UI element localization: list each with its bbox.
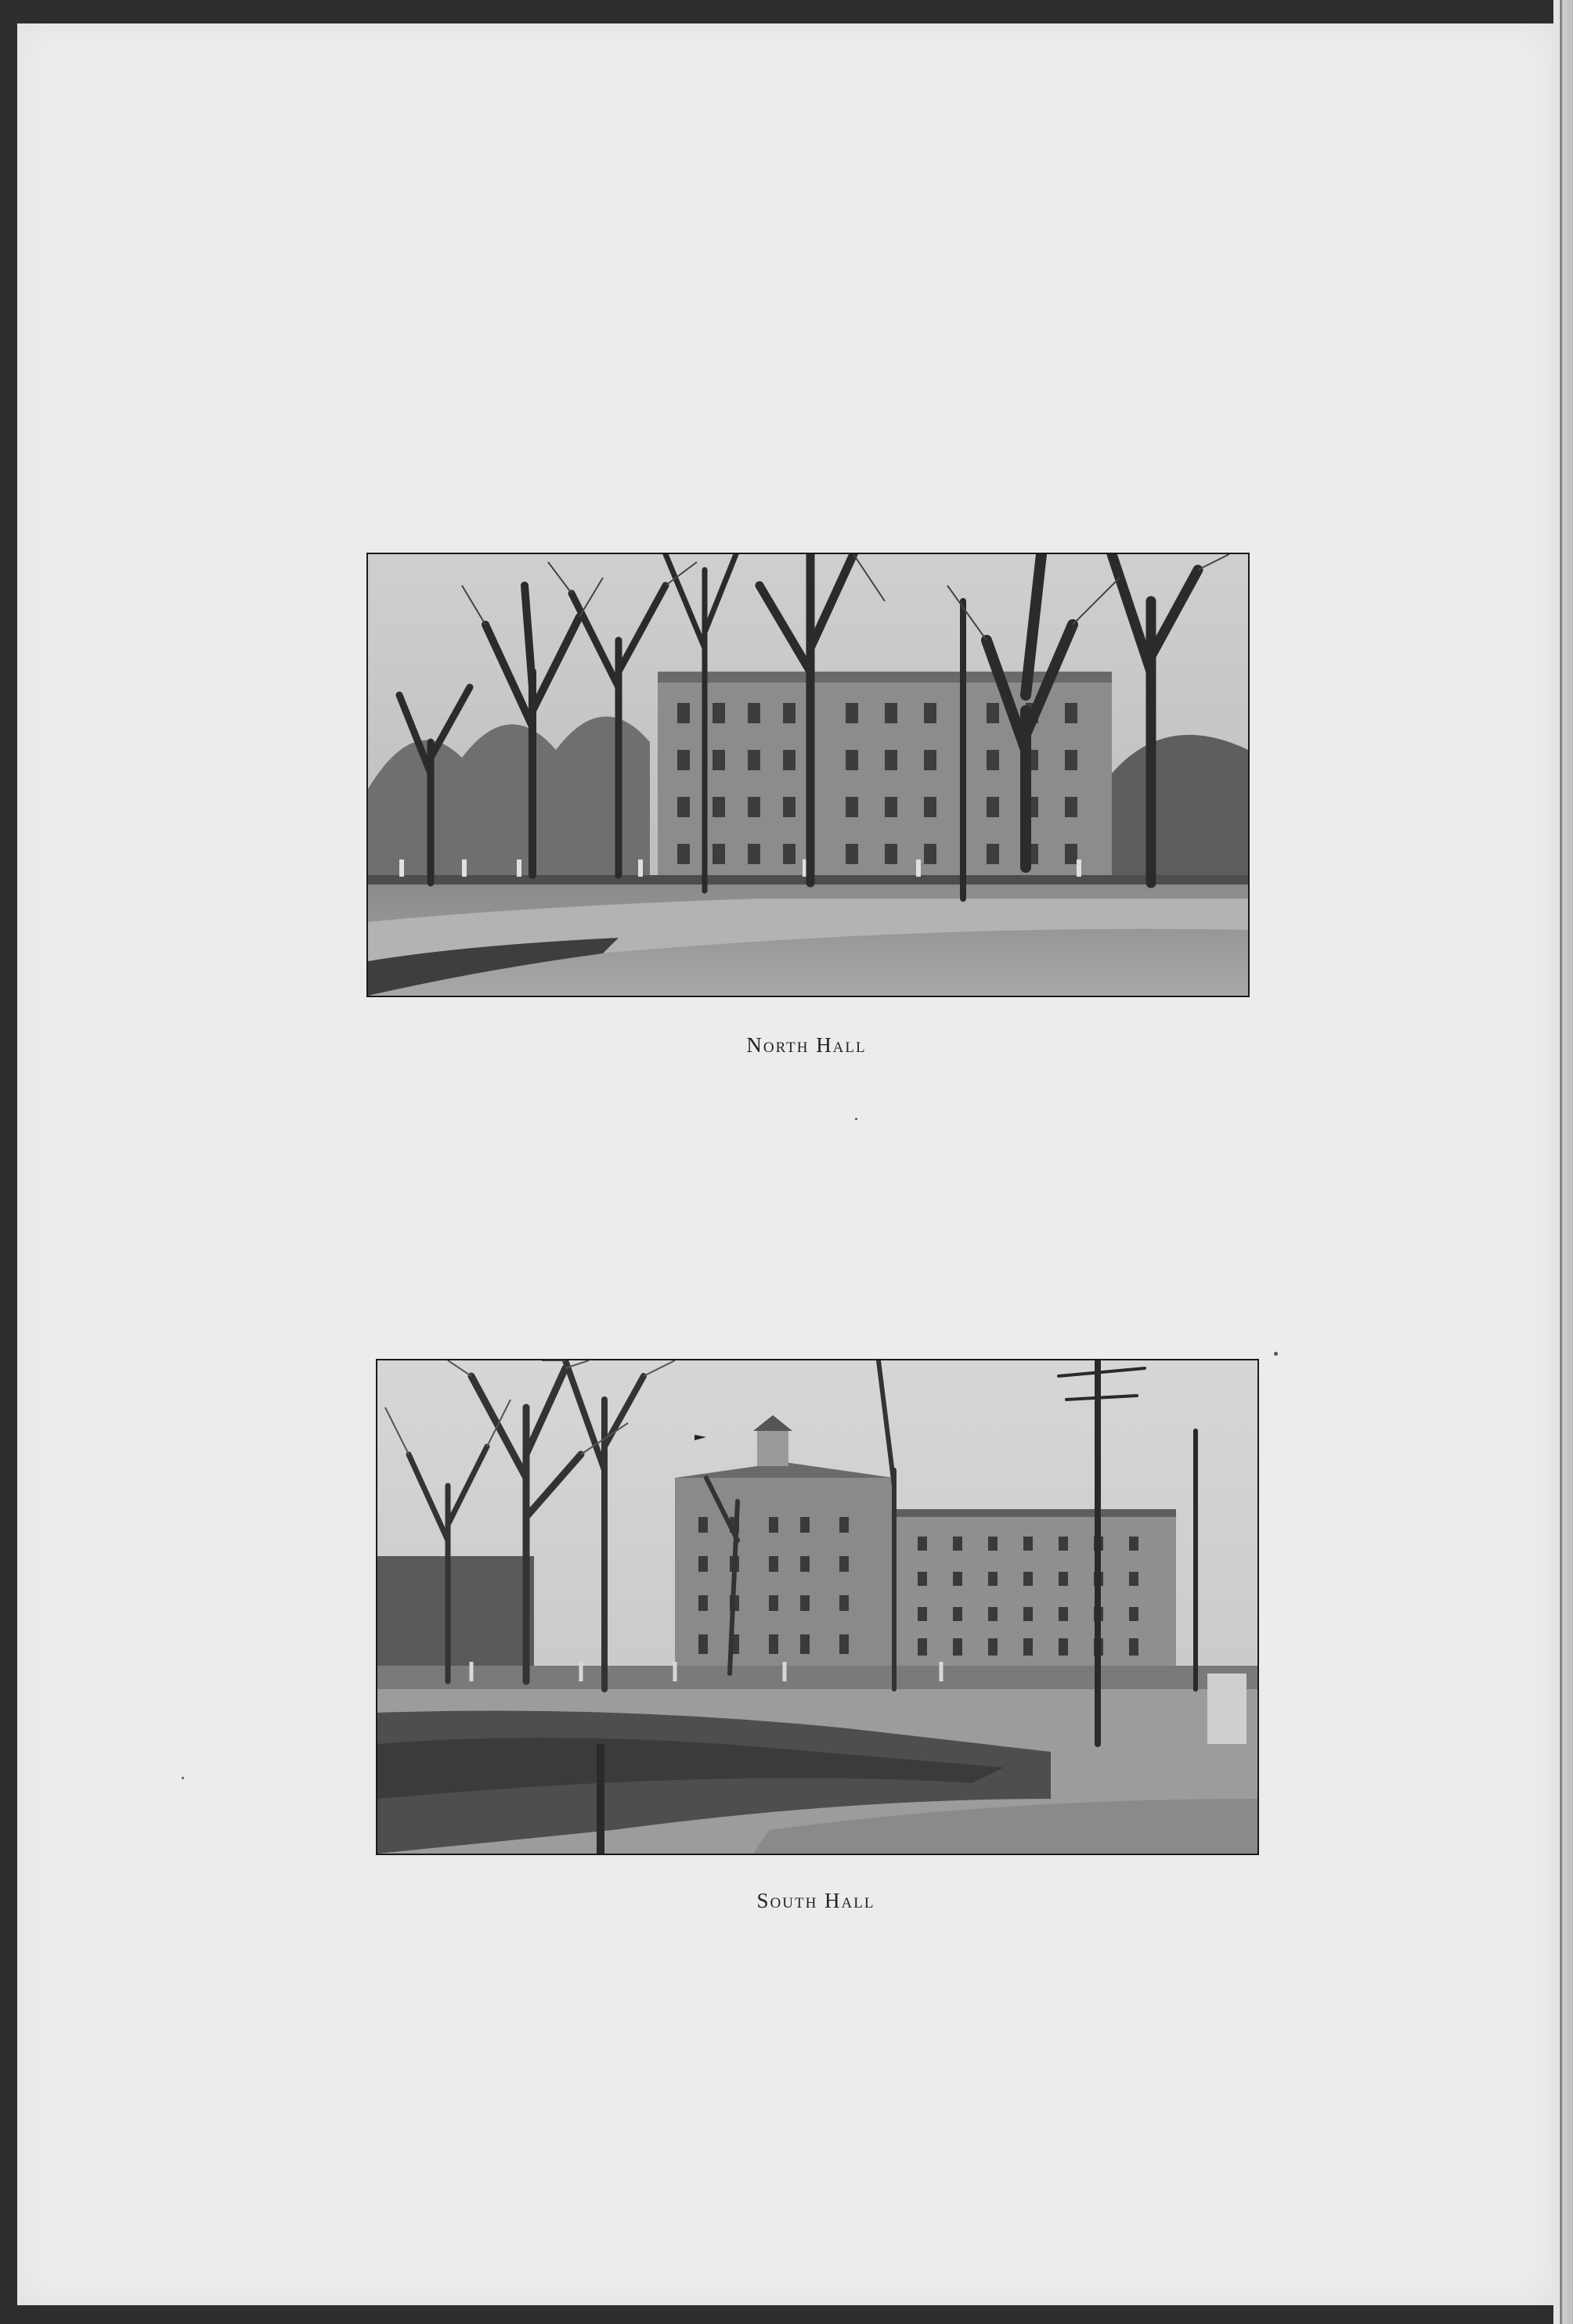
print-speck: [1274, 1352, 1278, 1356]
page: [17, 23, 1553, 2305]
print-speck: [182, 1777, 184, 1779]
south-hall-photo: [376, 1359, 1259, 1855]
page-edge: [1553, 0, 1573, 2324]
north-hall-photo: [366, 553, 1250, 997]
print-speck: [855, 1118, 857, 1120]
south-hall-caption: South Hall: [756, 1889, 875, 1912]
north-hall-caption: North Hall: [746, 1033, 867, 1057]
